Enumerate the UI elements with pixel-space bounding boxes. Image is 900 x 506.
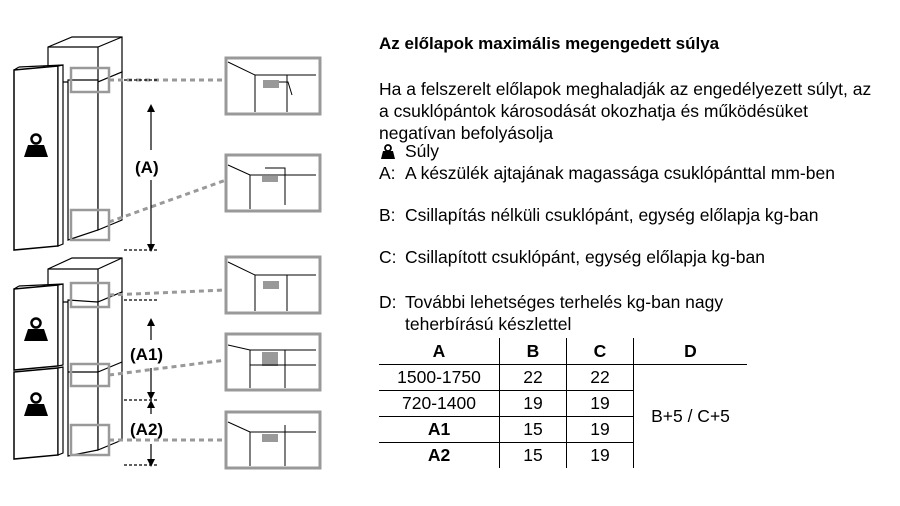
table-row	[379, 365, 747, 391]
dimension-lines	[124, 80, 158, 467]
table-cell: 15	[500, 443, 567, 469]
detail-connectors	[109, 80, 226, 440]
weight-icon	[380, 144, 396, 160]
hinge-detail-boxes	[226, 58, 320, 468]
table-header-row	[379, 338, 747, 365]
table-cell: 22	[500, 365, 567, 391]
table-cell: 15	[500, 417, 567, 443]
table-cell: 19	[567, 417, 634, 443]
table-cell: A1	[379, 417, 500, 443]
section-heading: Az előlapok maximális megengedett súlya	[379, 34, 720, 53]
table-cell: A2	[379, 443, 500, 469]
legend-key: A:	[379, 163, 396, 183]
table-cell: 22	[567, 365, 634, 391]
table-cell: 19	[500, 391, 567, 417]
legend-text: A készülék ajtajának magassága csuklópánttal mm-ben	[405, 163, 835, 183]
legend-key: B:	[379, 205, 396, 225]
dimension-label-a2: (A2)	[130, 420, 164, 439]
table-cell: 720-1400	[379, 391, 500, 417]
legend-key: D:	[379, 292, 397, 312]
table-header: D	[634, 338, 748, 365]
legend-key: C:	[379, 247, 397, 267]
table-header: B	[500, 338, 567, 365]
legend-text: További lehetséges terhelés kg-ban nagy teherbírású készlettel	[405, 292, 724, 334]
legend-text: Csillapított csuklópánt, egység előlapja kg-ban	[405, 247, 765, 267]
table-cell: 19	[567, 391, 634, 417]
table-cell-d: B+5 / C+5	[651, 406, 730, 426]
weight-table	[379, 338, 747, 468]
table-header: A	[379, 338, 500, 365]
dimension-label-a1: (A1)	[130, 345, 164, 364]
intro-paragraph: Ha a felszerelt előlapok meghaladják az engedélyezett súlyt, az a csuklópántok károsodását okozhatja és működésüket negatívan befolyásolja	[379, 79, 872, 143]
double-door-fronts	[14, 284, 63, 459]
legend-text: Súly	[405, 141, 440, 161]
dimension-label-a: (A)	[135, 158, 159, 177]
table-header: C	[567, 338, 634, 365]
appliance-hinge-illustration	[0, 0, 360, 506]
table-cell: 1500-1750	[379, 365, 500, 391]
table-cell: 19	[567, 443, 634, 469]
legend-text: Csillapítás nélküli csuklópánt, egység előlapja kg-ban	[405, 205, 819, 225]
single-door-front	[14, 65, 63, 250]
